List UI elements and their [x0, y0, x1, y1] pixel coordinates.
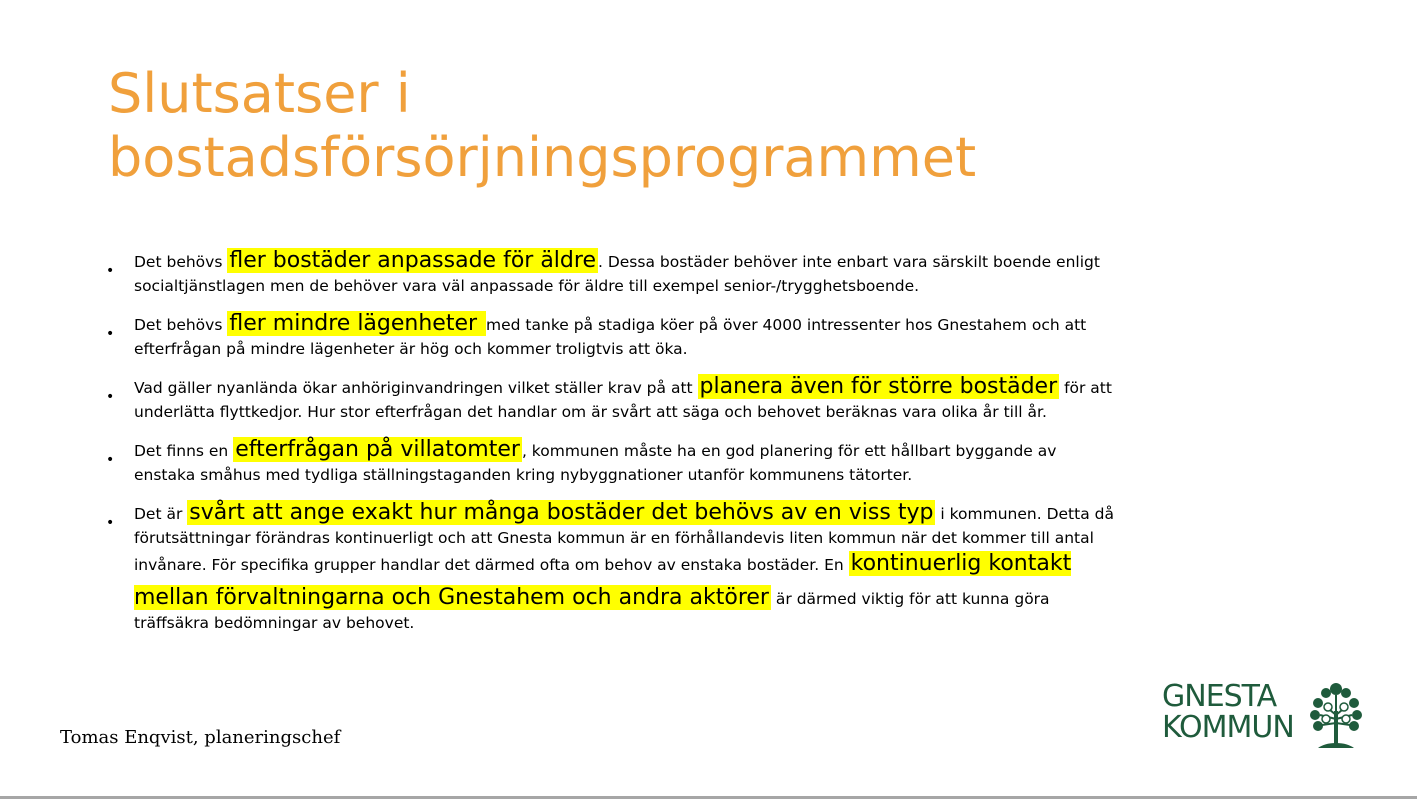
bullet-item [104, 496, 1114, 632]
bullet-item [104, 244, 1114, 295]
bullet-text [134, 374, 1112, 421]
bullet-text-segment: Vad gäller nyanlända ökar anhöriginvandringen vilket ställer krav på att [134, 379, 698, 397]
bullet-text-segment: . Dessa bostäder behöver inte enbart vara särskilt boende enligt socialtjänstlagen men de behöver vara väl anpassade för äldre till exempel senior-/trygghetsboende. [134, 253, 1100, 295]
bullet-dot-icon: • [106, 515, 115, 531]
bullet-text-segment: är därmed viktig för att kunna göra träffsäkra bedömningar av behovet. [134, 590, 1050, 632]
highlighted-phrase: fler bostäder anpassade för äldre [229, 248, 596, 273]
bullet-text-segment: Det behövs [134, 253, 228, 271]
bullet-dot-icon: • [106, 263, 115, 279]
bullet-text-segment: i kommunen. Detta då förutsättningar förändras kontinuerligt och att Gnesta kommun är en förhållandevis liten kommun när det kommer till antal invånare. För specifika grupper handlar det därmed ofta om behov av enstaka bostäder. En [134, 505, 1114, 574]
highlighted-phrase: kontinuerlig kontakt mellan förvaltningarna och Gnestahem och andra aktörer [134, 551, 1072, 610]
bullet-item [104, 370, 1114, 421]
bullet-text [134, 311, 1087, 358]
bullet-text-segment: Det är [134, 505, 188, 523]
bullet-text [134, 500, 1114, 632]
bullet-text-segment: för att underlätta flyttkedjor. Hur stor efterfrågan det handlar om är svårt att säga och behovet beräknas vara olika år till år. [134, 379, 1112, 421]
logo-line-1: GNESTA [1162, 679, 1277, 714]
bullet-dot-icon: • [106, 452, 115, 468]
logo-wordmark [1162, 681, 1294, 743]
bullet-item [104, 307, 1114, 358]
slide-title: Slutsatser i bostadsförsörjningsprogrammet [108, 62, 977, 189]
bullet-item [104, 433, 1114, 484]
bullet-text [134, 248, 1100, 295]
presenter-name: Tomas Enqvist, planeringschef [60, 727, 341, 748]
highlighted-phrase: fler mindre lägenheter [229, 311, 485, 336]
gnesta-kommun-logo [1162, 681, 1368, 751]
highlighted-phrase: svårt att ange exakt hur många bostäder det behövs av en viss typ [189, 500, 934, 525]
bullet-list [104, 244, 1114, 644]
bullet-dot-icon: • [106, 389, 115, 405]
tree-icon [1308, 681, 1364, 749]
logo-line-2: KOMMUN [1162, 710, 1294, 745]
bullet-text-segment: med tanke på stadiga köer på över 4000 intressenter hos Gnestahem och att efterfrågan på mindre lägenheter är hög och kommer troligtvis att öka. [134, 316, 1087, 358]
highlighted-phrase: planera även för större bostäder [699, 374, 1058, 399]
bullet-text-segment: , kommunen måste ha en god planering för ett hållbart byggande av enstaka småhus med tydliga ställningstaganden kring nybyggnationer utanför kommunens tätorter. [134, 442, 1057, 484]
bullet-text-segment: Det behövs [134, 316, 228, 334]
bullet-text-segment: Det finns en [134, 442, 234, 460]
highlighted-phrase: efterfrågan på villatomter [235, 437, 520, 462]
bullet-text [134, 437, 1057, 484]
bullet-dot-icon: • [106, 326, 115, 342]
